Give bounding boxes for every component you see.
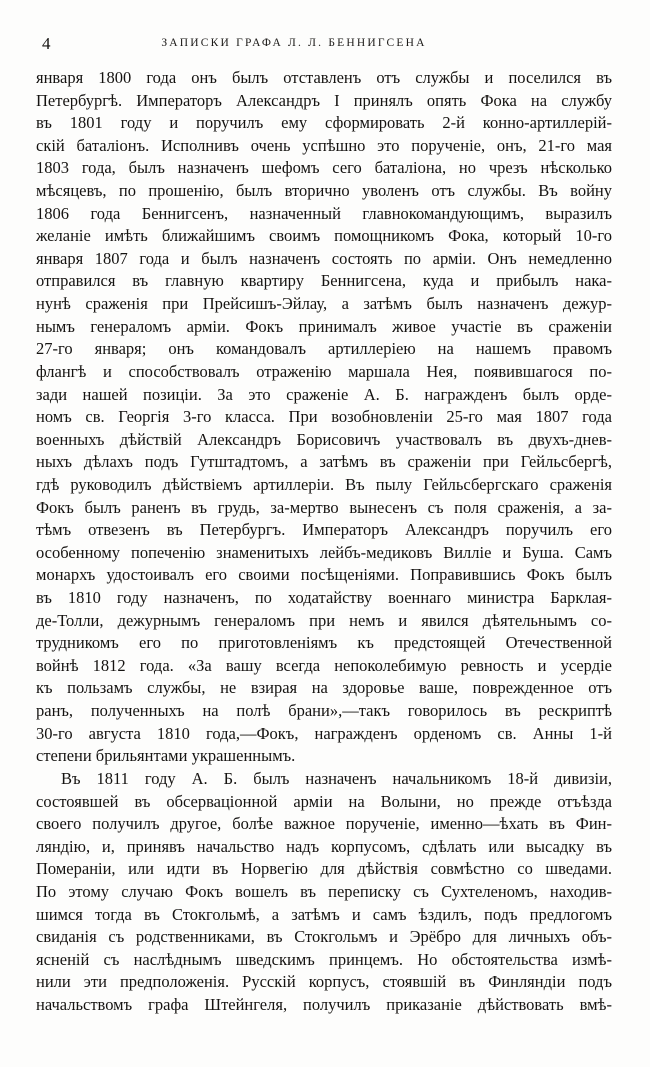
text-line: ныхъ дѣлахъ подъ Гутштадтомъ, а затѣмъ въ сраженіи при Гейльсбергѣ, (36, 452, 612, 472)
text-line: де-Толли, дежурнымъ генераломъ при немъ и явился дѣятельнымъ со- (36, 610, 612, 630)
text-line: степени брильянтами украшеннымъ. (36, 746, 296, 766)
text-line: 27-го января; онъ командовалъ артиллеріею на нашемъ правомъ (36, 339, 612, 359)
text-line: Петербургѣ. Императоръ Александръ I принялъ опять Фока на службу (36, 90, 612, 110)
text-line: Помераніи, или идти въ Норвегію для дѣйствія совмѣстно со шведами. (36, 859, 612, 879)
text-line: свиданія съ родственниками, въ Стокгольмъ и Эрёбро для личныхъ объ- (36, 927, 612, 947)
text-line: нили эти предположенія. Русскій корпусъ, стоявшій въ Финляндіи подъ (36, 972, 612, 992)
text-line: ранъ, полученныхъ на полѣ брани»,—такъ говорилось въ рескриптѣ (36, 701, 612, 721)
text-line: тѣмъ отвезенъ въ Петербургъ. Императоръ Александръ поручилъ его (36, 520, 612, 540)
text-line: ляндію, и, принявъ начальство надъ корпусомъ, сдѣлать или высадку въ (36, 836, 612, 856)
text-line: войнѣ 1812 года. «За вашу всегда непоколебимую ревность и усердіе (36, 655, 612, 675)
page-body (36, 67, 612, 1017)
text-line: По этому случаю Фокъ вошелъ въ переписку съ Сухтеленомъ, находив- (36, 881, 612, 901)
running-title: ЗАПИСКИ ГРАФА Л. Л. БЕННИГСЕНА (161, 37, 427, 49)
text-line: въ 1810 году назначенъ, по ходатайству военнаго министра Барклая- (36, 588, 612, 608)
text-line: 1803 года, былъ назначенъ шефомъ сего баталіона, но чрезъ нѣсколько (36, 158, 612, 178)
text-line: 30-го августа 1810 года,—Фокъ, награжденъ орденомъ св. Анны 1-й (36, 723, 612, 743)
text-line: особенному попеченію знаменитыхъ лейбъ-медиковъ Вилліе и Буша. Самъ (36, 542, 612, 562)
text-line: въ 1801 году и поручилъ ему сформировать 2-й конно-артиллерій- (36, 113, 612, 133)
running-head (36, 34, 612, 56)
text-line: желаніе имѣть ближайшимъ своимъ помощникомъ Фока, который 10-го (36, 226, 612, 246)
text-line: номъ св. Георгія 3-го класса. При возобновленіи 25-го мая 1807 года (36, 407, 612, 427)
text-line: скій баталіонъ. Исполнивъ очень успѣшно это порученіе, онъ, 21-го мая (36, 135, 612, 155)
text-line: къ пользамъ службы, не взирая на здоровье ваше, поврежденное отъ (36, 678, 612, 698)
text-line: флангѣ и способствовалъ отраженію маршала Нея, появившагося по- (36, 361, 612, 381)
text-line: зади нашей позиціи. За это сраженіе А. Б. награжденъ былъ орде- (36, 384, 612, 404)
text-line: шимся тогда въ Стокгольмѣ, а затѣмъ и самъ ѣздилъ, подъ предлогомъ (36, 904, 612, 924)
text-line: Въ 1811 году А. Б. былъ назначенъ начальникомъ 18-й дивизіи, (61, 768, 612, 788)
text-line: Фокъ былъ раненъ въ грудь, за-мертво вынесенъ съ поля сраженія, а за- (36, 497, 612, 517)
text-line: ясненій съ наслѣднымъ шведскимъ принцемъ. Но обстоятельства измѣ- (36, 949, 612, 969)
text-line: военныхъ дѣйствій Александръ Борисовичъ участвовалъ въ двухъ-днев- (36, 429, 612, 449)
text-line: января 1800 года онъ былъ отставленъ отъ службы и поселился въ (36, 68, 612, 87)
text-line: нымъ генераломъ арміи. Фокъ принималъ живое участіе въ сраженіи (36, 316, 612, 336)
text-line: состоявшей въ обсерваціонной арміи на Волыни, но прежде отъѣзда (36, 791, 612, 811)
text-line: нунѣ сраженія при Прейсишъ-Эйлау, а затѣмъ былъ назначенъ дежур- (36, 294, 612, 314)
text-line: мѣсяцевъ, по прошенію, былъ вторично уволенъ отъ службы. Въ войну (36, 181, 612, 201)
text-line: отправился въ главную квартиру Беннигсена, куда и прибылъ нака- (36, 271, 612, 291)
text-line: 1806 года Беннигсенъ, назначенный главнокомандующимъ, выразилъ (36, 203, 612, 223)
text-line: начальствомъ графа Штейнгеля, получилъ приказаніе дѣйствовать вмѣ- (36, 994, 612, 1014)
text-line: трудникомъ его по приготовленіямъ къ предстоящей Отечественной (36, 633, 612, 653)
text-line: монархъ удостоивалъ его своими посѣщеніями. Поправившись Фокъ былъ (36, 565, 612, 585)
page-number: 4 (42, 34, 52, 53)
text-line: гдѣ руководилъ дѣйствіемъ артиллеріи. Въ пылу Гейльсбергскаго сраженія (36, 474, 612, 494)
text-line: января 1807 года и былъ назначенъ состоять по арміи. Онъ немедленно (36, 248, 612, 268)
text-line: своего получилъ другое, болѣе важное порученіе, именно—ѣхать въ Фин- (36, 814, 612, 834)
